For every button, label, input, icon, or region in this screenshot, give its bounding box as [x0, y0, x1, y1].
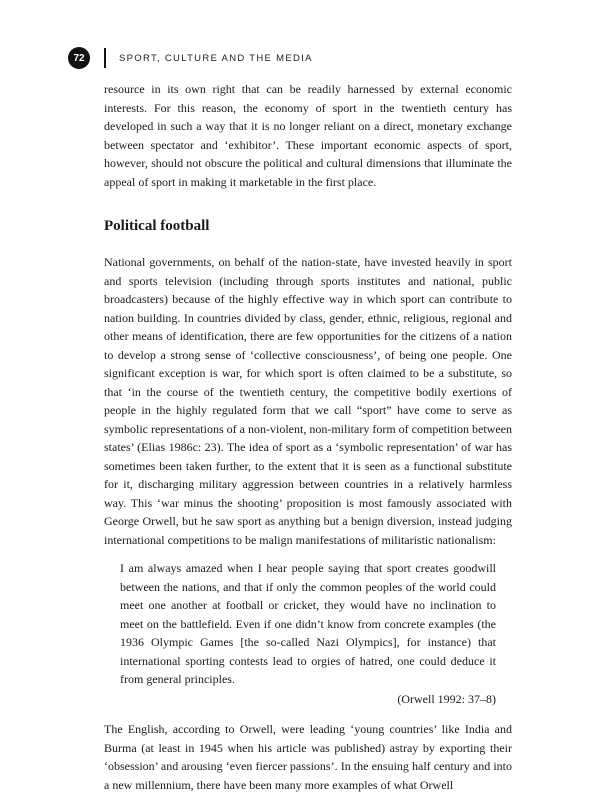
quote-text: I am always amazed when I hear people saying that sport creates goodwill between the nations, and that if only the common peoples of the world could meet one another at football or cricket, they would have no inclination to meet on the battlefield. Even if one didn’t know from concrete examples (the 1936 Olympic Games [the so-called Nazi Olympics], for instance) that international sporting contests lead to orgies of hatred, one could deduce it from general principles.	[120, 561, 496, 686]
quote-citation: (Orwell 1992: 37–8)	[397, 691, 496, 706]
body-paragraph-1: National governments, on behalf of the nation-state, have invested heavily in sport and sports television (including through sports institutes and national, public broadcasters) because of the highly effective way in which sport can contribute to nation building. In countries divided by class, gender, ethnic, religious, regional and other means of identification, there are few opportunities for the citizens of a nation to develop a strong sense of ‘collective consciousness’, of being one people. One significant exception is war, for which sport is often claimed to be a substitute, so that ‘in the course of the twentieth century, the competitive bodily exertions of people in the highly regulated form that we call “sport” have come to serve as symbolic representations of a non-violent, non-military form of competition between states’ (Elias 1986c: 23). The idea of sport as a ‘symbolic representation’ of war has sometimes been taken further, to the extent that it is seen as a functional substitute for it, discharging military aggression between countries in a relatively harmless way. This ‘war minus the shooting’ proposition is most famously associated with George Orwell, but he saw sport as anything but a benign diversion, instead judging international competitions to be malign manifestations of militaristic nationalism:	[104, 255, 512, 547]
page-number: 72	[73, 52, 85, 64]
page-header	[68, 47, 313, 69]
header-divider	[104, 48, 106, 68]
page-number-badge	[68, 47, 90, 69]
page-body	[104, 80, 512, 794]
body-paragraph-2: The English, according to Orwell, were leading ‘young countries’ like India and Burma (at least in 1945 when his article was published) astray by exporting their ‘obsession’ and arousing ‘even fiercer passions’. In the ensuing half century and into a new millennium, there have been many more examples of what Orwell	[104, 722, 512, 792]
block-quote	[120, 559, 496, 708]
section-heading: Political football	[104, 218, 210, 234]
intro-paragraph: resource in its own right that can be readily harnessed by external economic interests. For this reason, the economy of sport in the twentieth century has developed in such a way that it is no longer reliant on a direct, monetary exchange between spectator and ‘exhibitor’. These important economic aspects of sport, however, should not obscure the political and cultural dimensions that illuminate the appeal of sport in making it marketable in the first place.	[104, 82, 512, 189]
running-head: SPORT, CULTURE AND THE MEDIA	[119, 52, 313, 64]
